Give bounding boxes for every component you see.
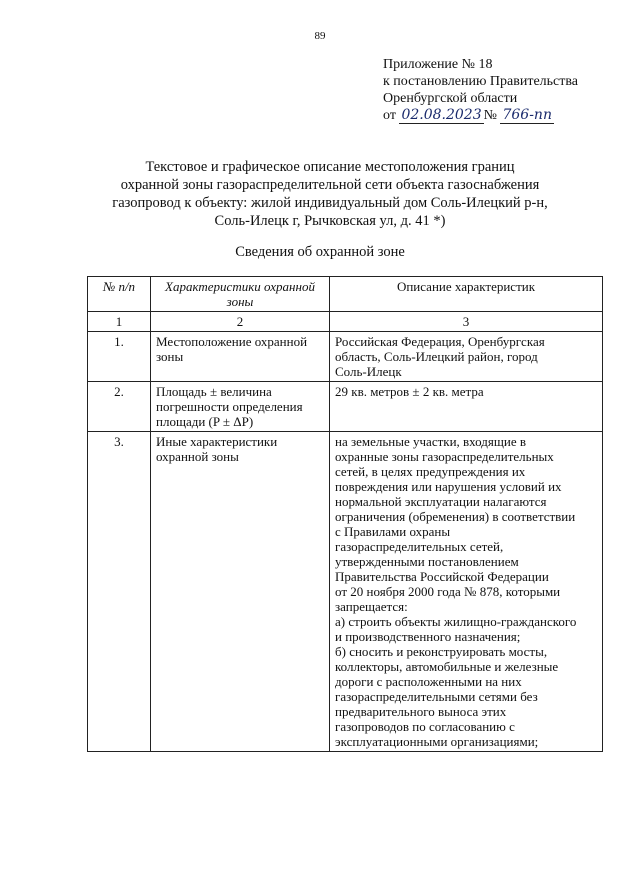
title-line: охранной зоны газораспределительной сети объекта газоснабжения (120, 177, 540, 193)
number-prefix: № (483, 108, 497, 123)
description-line: охранные зоны газораспределительных (335, 449, 554, 464)
table-index-row (88, 312, 603, 332)
title-line: газопровод к объекту: жилой индивидуальный дом Соль-Илецкий р-н, (112, 195, 548, 211)
description-line: ограничения (обременения) в соответствии (335, 509, 576, 524)
description-line: повреждения или нарушения условий их (335, 479, 562, 494)
title-line: Соль-Илецк г, Рычковская ул, д. 41 *) (214, 213, 446, 229)
description-line: область, Соль-Илецкий район, город (335, 349, 538, 364)
description-line: дороги с расположенными на них (335, 674, 522, 689)
title-line: Текстовое и графическое описание местоположения границ (145, 159, 515, 175)
description-line: б) сносить и реконструировать мосты, (335, 644, 548, 659)
row-description (330, 382, 603, 432)
description-line: утвержденными постановлением (335, 554, 519, 569)
description-line: Правительства Российской Федерации (335, 569, 549, 584)
appendix-date-line (383, 107, 578, 124)
row-description (330, 432, 603, 752)
row-number: 2. (88, 382, 151, 432)
description-line: коллекторы, автомобильные и железные (335, 659, 559, 674)
row-characteristic: Местоположение охранной зоны (151, 332, 330, 382)
description-line: газораспределительными сетями без (335, 689, 538, 704)
index-cell: 3 (330, 312, 603, 332)
description-line: а) строить объекты жилищно-гражданского (335, 614, 577, 629)
table-row (88, 332, 603, 382)
description-line: Российская Федерация, Оренбургская (335, 334, 545, 349)
header-description: Описание характеристик (330, 277, 603, 312)
row-characteristic: Площадь ± величина погрешности определения площади (P ± ΔP) (151, 382, 330, 432)
appendix-resolution: к постановлению Правительства (383, 74, 579, 89)
description-line: 29 кв. метров ± 2 кв. метра (335, 384, 484, 399)
description-line: и производственного назначения; (335, 629, 521, 644)
handwritten-number: 766-пп (502, 107, 552, 123)
handwritten-date: 02.08.2023 (401, 107, 482, 123)
index-cell: 2 (151, 312, 330, 332)
description-line: нормальной эксплуатации налагаются (335, 494, 547, 509)
section-subtitle: Сведения об охранной зоне (235, 244, 405, 260)
zone-info-table (87, 276, 603, 752)
page-number: 89 (314, 30, 326, 42)
date-prefix: от (383, 108, 396, 123)
table-row (88, 432, 603, 752)
appendix-title: Приложение № 18 (383, 57, 493, 72)
description-line: газопроводов по согласованию с (335, 719, 515, 734)
description-line: с Правилами охраны (335, 524, 451, 539)
table-row (88, 382, 603, 432)
description-line: на земельные участки, входящие в (335, 434, 527, 449)
description-line: от 20 ноября 2000 года № 878, которыми (335, 584, 561, 599)
description-line: запрещается: (335, 599, 408, 614)
table-header-row (88, 277, 603, 312)
row-characteristic: Иные характеристики охранной зоны (151, 432, 330, 752)
description-line: газораспределительных сетей, (335, 539, 504, 554)
document-title (100, 158, 560, 230)
appendix-header (383, 56, 578, 124)
description-line: сетей, в целях предупреждения их (335, 464, 526, 479)
header-number: № п/п (88, 277, 151, 312)
description-line: предварительного выноса этих (335, 704, 507, 719)
appendix-region: Оренбургской области (383, 91, 518, 106)
row-number: 3. (88, 432, 151, 752)
row-description (330, 332, 603, 382)
row-number: 1. (88, 332, 151, 382)
description-line: Соль-Илецк (335, 364, 402, 379)
index-cell: 1 (88, 312, 151, 332)
description-line: эксплуатационными организациями; (335, 734, 539, 749)
header-characteristics: Характеристики охранной зоны (151, 277, 330, 312)
